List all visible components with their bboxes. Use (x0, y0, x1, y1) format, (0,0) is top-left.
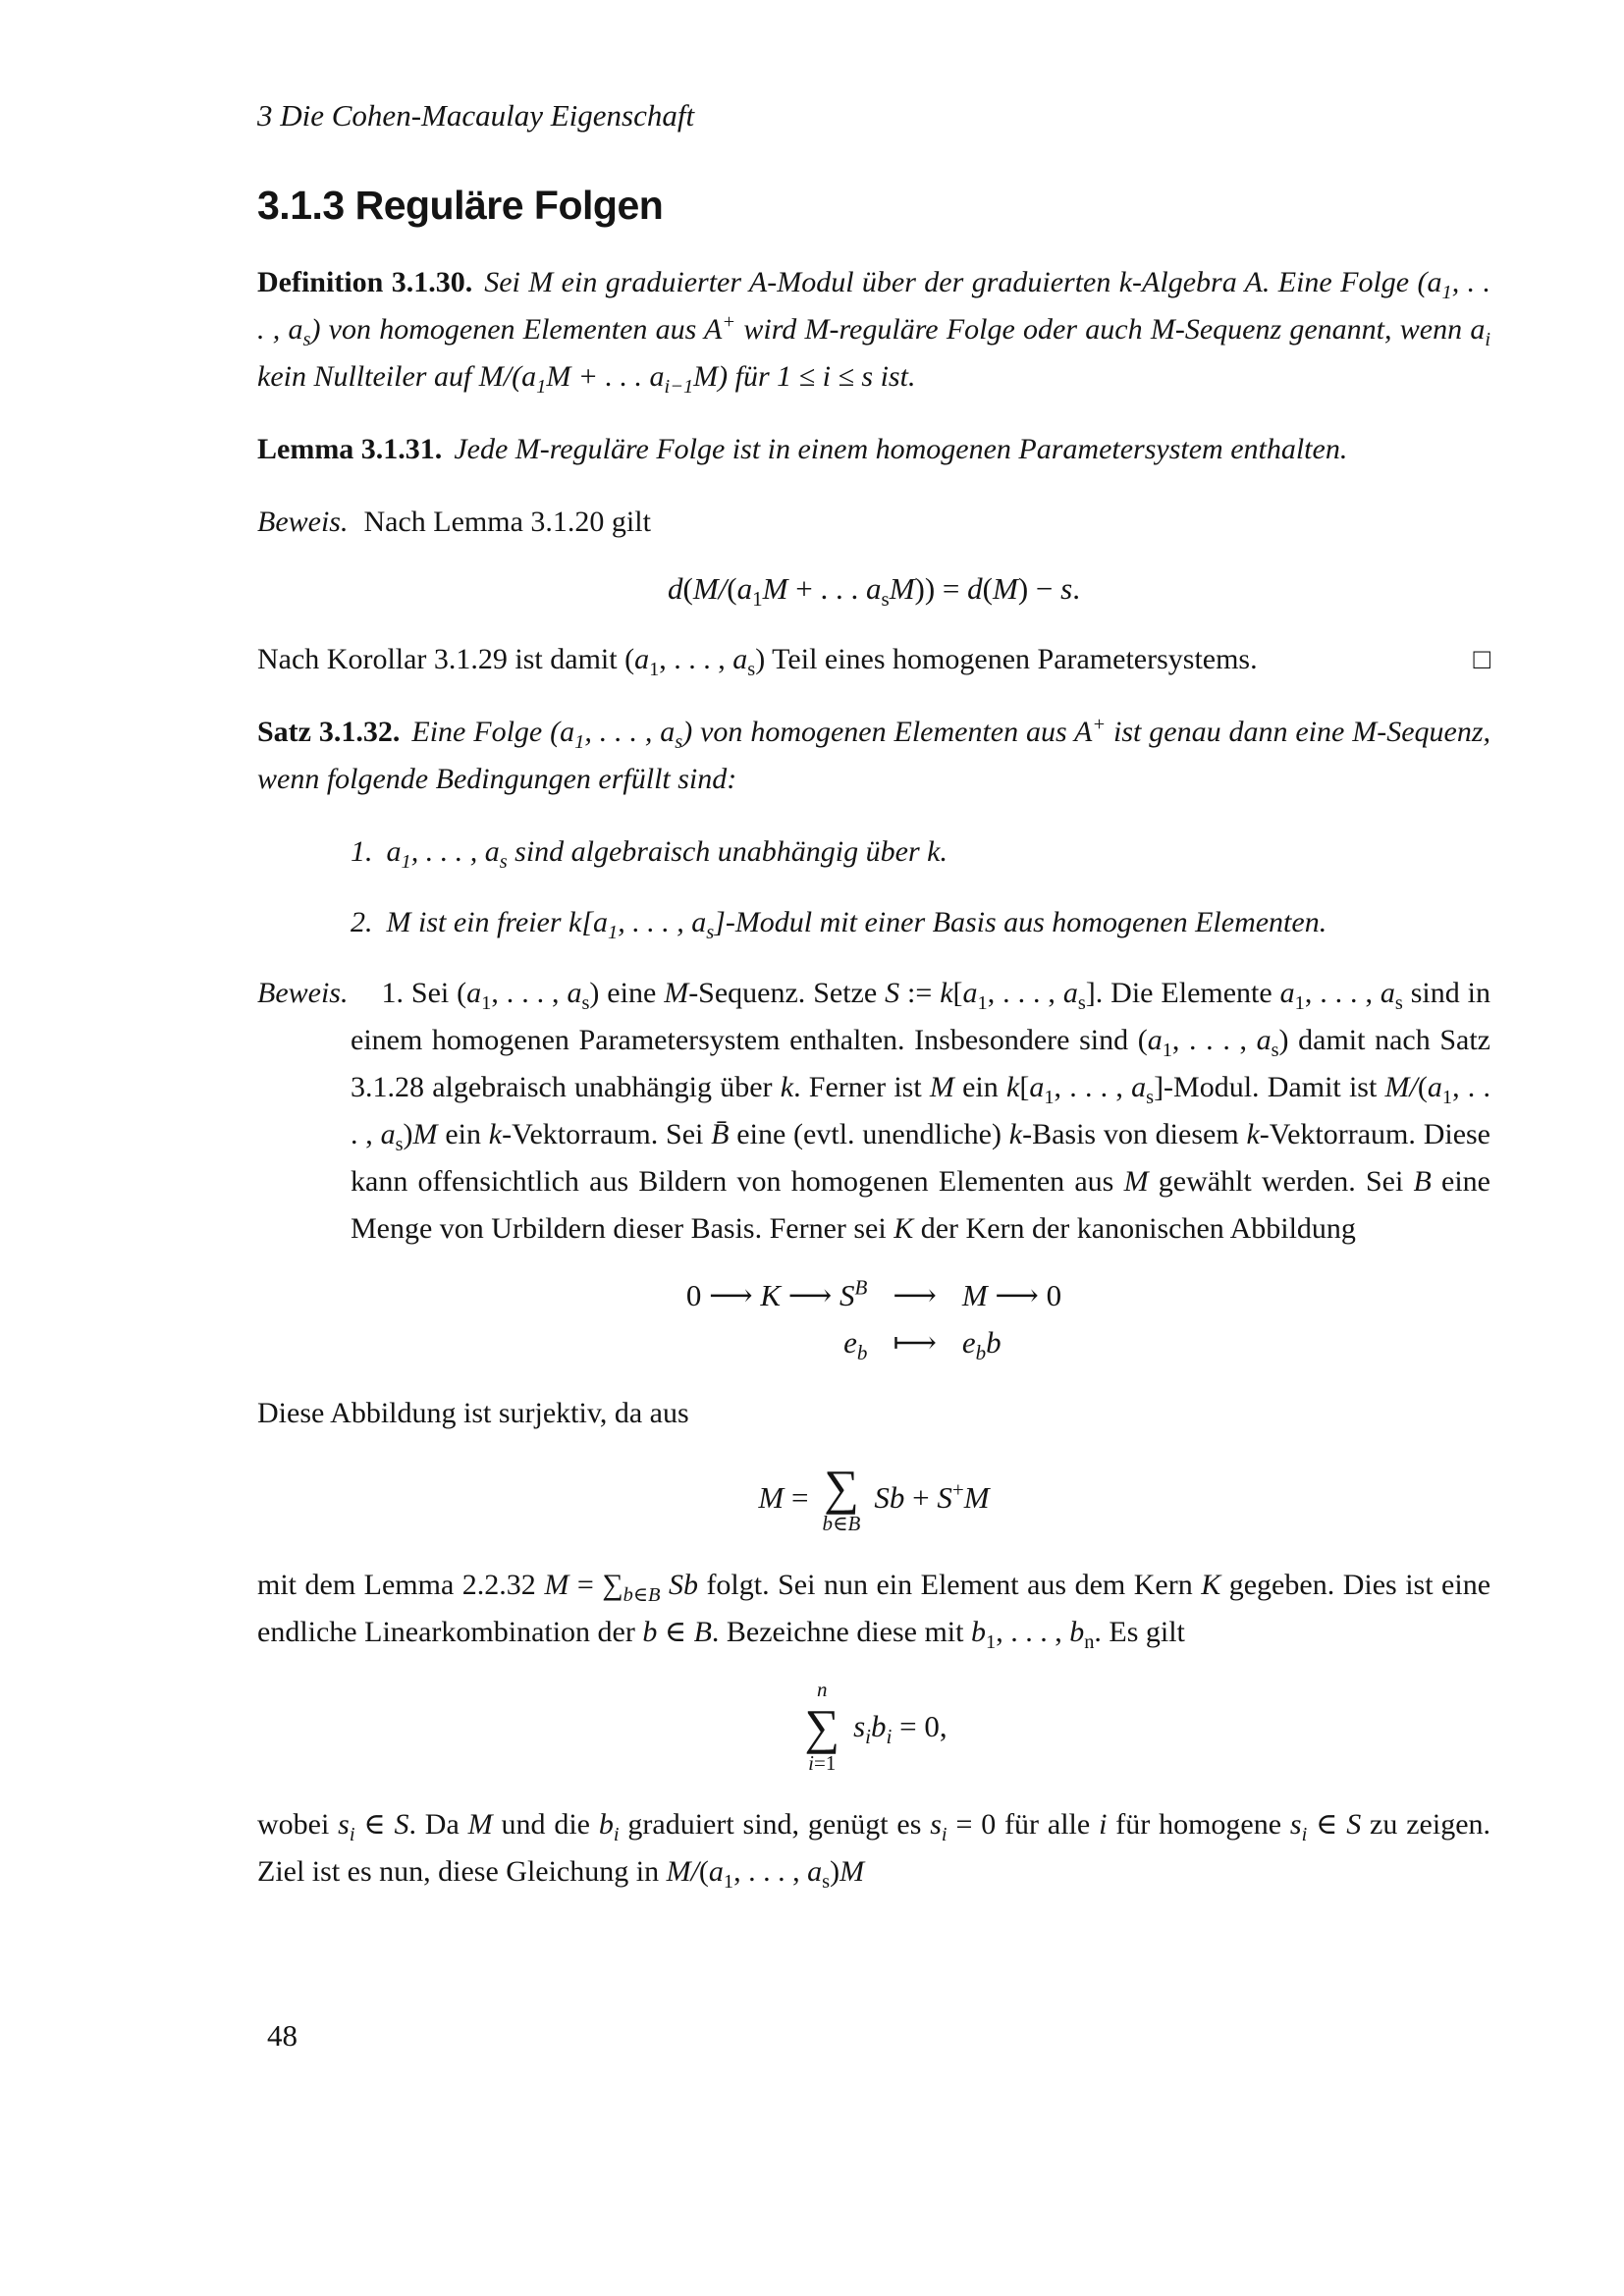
sigma-glyph: ∑ (824, 1460, 859, 1515)
item-body: M ist ein freier $k[a_1$, . . . , $a_s$]-Modul mit einer Basis aus homogenen Elementen. (386, 906, 1327, 943)
running-head: 3 Die Cohen-Macaulay Eigenschaft (257, 98, 695, 133)
item-number: 2. (351, 906, 373, 938)
definition-body: Sei M ein graduierter A-Modul über der graduierten k-Algebra A. Eine Folge ($a_1$, . . . , $a_s$) von homogenen Elementen aus A+ wird M-reguläre Folge oder auch M-Sequenz genannt, wenn $a_i$ kein Nullteiler auf $M/(a_1M$ + . . . $a_{i-1}M$) für 1 ≤ i ≤ s ist. (257, 266, 1491, 398)
sum-upper-limit: n (816, 1678, 828, 1701)
item-number: 1. (351, 835, 373, 868)
equation-dimension: $d(M/(a_1M$ + . . . $a_sM)) = d(M) - s$. (668, 571, 1080, 612)
proof1-label: Beweis. (257, 506, 349, 538)
proof2-label: Beweis. (257, 977, 349, 1009)
sequence-row2-arrow: ⟼ (893, 1325, 937, 1360)
sum-lower-limit: i=1 (808, 1751, 837, 1775)
condition-item-1 (351, 828, 1490, 876)
condition-item-2 (351, 899, 1490, 946)
sequence-row1-right: M ⟶ 0 (961, 1278, 1062, 1312)
sum-basis-lhs: M = (758, 1479, 809, 1515)
condition-list (257, 828, 1490, 946)
proof2-block (257, 970, 1490, 1253)
sigma-glyph: ∑ (804, 1699, 840, 1754)
sequence-row2-right: $e_bb$ (961, 1325, 1001, 1365)
proof1-intro: Nach Lemma 3.1.20 gilt (363, 506, 651, 538)
qed-box: □ (1473, 644, 1490, 675)
sum-kernel-rhs: $s_ib_i = 0$, (853, 1709, 947, 1749)
satz-block (257, 709, 1490, 803)
definition-block (257, 259, 1490, 400)
equation-sum-basis (257, 1461, 1490, 1534)
lemma-block (257, 426, 1490, 473)
proof2-paragraph-3: wobei $s_i$ ∈ S. Da M und die $b_i$ graduiert sind, genügt es $s_i = 0$ für alle i für homogene $s_i$ ∈ S zu zeigen. Ziel ist es nun, diese Gleichung in $M/(a_1$, . . . , $a_s)M$ (257, 1808, 1491, 1893)
lemma-body: Jede M-reguläre Folge ist in einem homogenen Parametersystem enthalten. (454, 433, 1348, 465)
exact-sequence-grid (685, 1275, 1062, 1365)
lemma-label: Lemma 3.1.31. (257, 433, 443, 465)
sum-lower-limit: b∈B (822, 1512, 861, 1535)
sum-basis-rhs: Sb + S+M (874, 1477, 990, 1515)
sequence-row1-arrow: ⟶ (893, 1278, 937, 1312)
sequence-row2-left: $e_b$ (843, 1325, 868, 1365)
satz-label: Satz 3.1.32. (257, 716, 401, 748)
surjective-line: Diese Abbildung ist surjektiv, da aus (257, 1397, 689, 1429)
proof1-conclusion-block (257, 636, 1490, 683)
section-heading: 3.1.3 Reguläre Folgen (257, 183, 664, 228)
proof1-block (257, 499, 1490, 546)
proof2-paragraph-2: mit dem Lemma 2.2.32 $M = \sum_{b\in B}$ Sb folgt. Sei nun ein Element aus dem Kern K gegeben. Dies ist eine endliche Linearkombination der b ∈ B. Bezeichne diese mit $b_1$, . . . , $b_n$. Es gilt (257, 1569, 1491, 1653)
definition-label: Definition 3.1.30. (257, 266, 473, 298)
proof1-conclusion: Nach Korollar 3.1.29 ist damit ($a_1$, . . . , $a_s$) Teil eines homogenen Parametersystems. (257, 643, 1258, 680)
sequence-row1-left: 0 ⟶ K ⟶ $S^B$ (685, 1275, 868, 1312)
item-body: $a_1$, . . . , $a_s$ sind algebraisch unabhängig über k. (386, 835, 947, 873)
satz-body: Eine Folge ($a_1$, . . . , $a_s$) von homogenen Elementen aus A+ ist genau dann eine M-Sequenz, wenn folgende Bedingungen erfüllt sind: (257, 714, 1490, 795)
exact-sequence (257, 1275, 1490, 1365)
page-number: 48 (267, 2018, 298, 2053)
sigma-operator (822, 1461, 860, 1534)
sigma-operator (804, 1680, 839, 1774)
page-content (257, 98, 1490, 1921)
proof2-paragraph-1: 1. Sei ($a_1$, . . . , $a_s$) eine M-Sequenz. Setze S := $k[a_1$, . . . , $a_s$]. Die Elemente $a_1$, . . . , $a_s$ sind in einem homogenen Parametersystem enthalten. Insbesondere sind ($a_1$, . . . , $a_s$) damit nach Satz 3.1.28 algebraisch unabhängig über k. Ferner ist M ein $k[a_1$, . . . , $a_s$]-Modul. Damit ist $M/(a_1$, . . . , $a_s)M$ ein k-Vektorraum. Sei B̄ eine (evtl. unendliche) k-Basis von diesem k-Vektorraum. Diese kann offensichtlich aus Bildern von homogenen Elementen aus M gewählt werden. Sei B eine Menge von Urbildern dieser Basis. Ferner sei K der Kern der kanonischen Abbildung (351, 977, 1491, 1245)
equation-sum-kernel (257, 1680, 1490, 1774)
